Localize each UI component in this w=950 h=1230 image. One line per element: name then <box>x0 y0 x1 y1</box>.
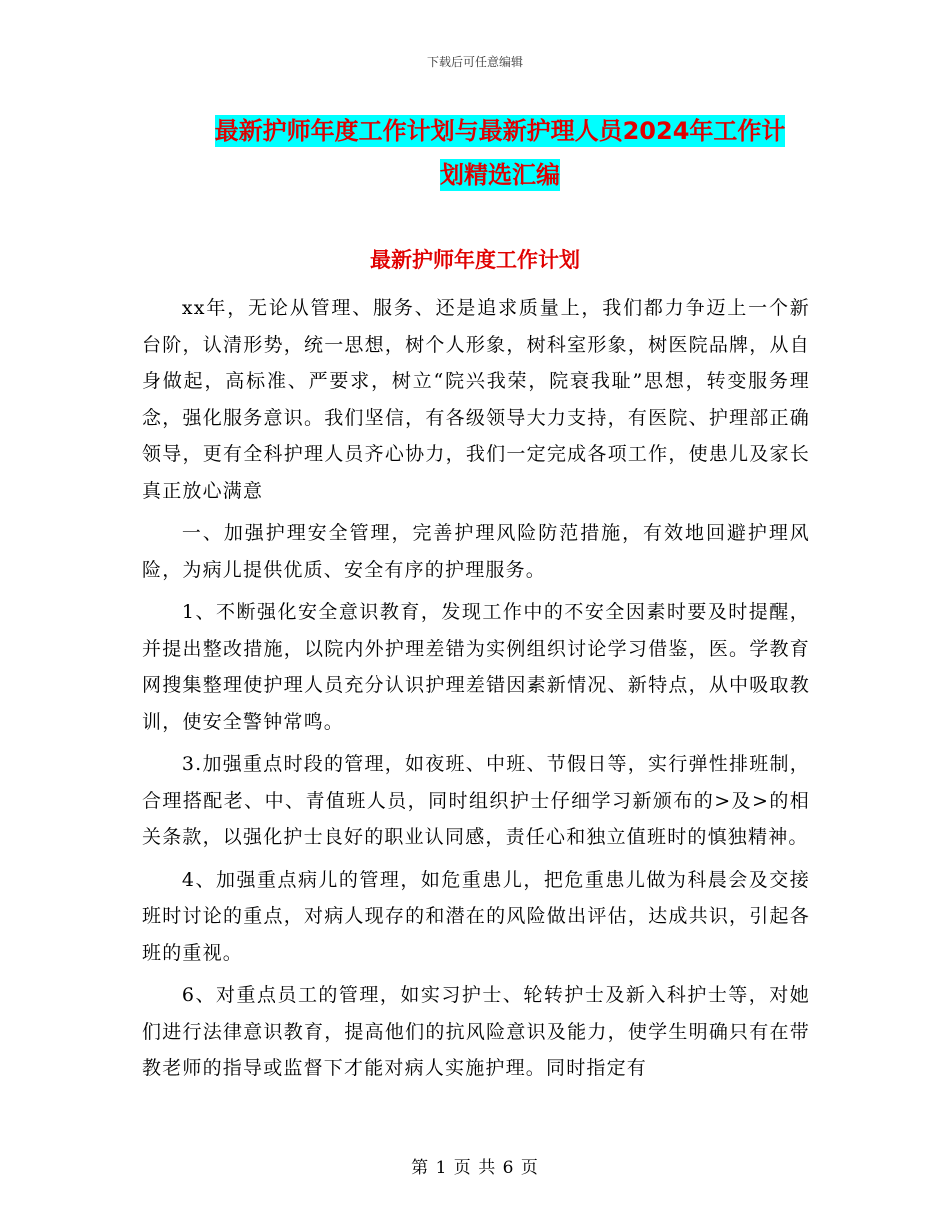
paragraph-item-1: 一、加强护理安全管理，完善护理风险防范措施，有效地回避护理风险，为病儿提供优质、安全有序的护理服务。 <box>142 522 810 581</box>
page-header: 下载后可任意编辑 <box>426 55 523 69</box>
document-title-highlight-2: 划精选汇编 <box>440 161 560 189</box>
paragraph-item-5: 6、对重点员工的管理，如实习护士、轮转护士及新入科护士等，对她们进行法律意识教育，提高他们的抗风险意识及能力，使学生明确只有在带教老师的指导或监督下才能对病人实施护理。同时指定有 <box>142 984 810 1079</box>
page-footer: 第 1 页 共 6 页 <box>411 1158 539 1178</box>
document-title-highlight-1: 最新护师年度工作计划与最新护理人员2024年工作计 <box>214 117 786 145</box>
paragraph-item-2: 1、不断强化安全意识教育，发现工作中的不安全因素时要及时提醒，并提出整改措施，以院内外护理差错为实例组织讨论学习借鉴，医。学教育网搜集整理使护理人员充分认识护理差错因素新情况、新特点，从中吸取教训，使安全警钟常鸣。 <box>142 601 810 733</box>
paragraph-item-4: 4、加强重点病儿的管理，如危重患儿，把危重患儿做为科晨会及交接班时讨论的重点，对病人现存的和潜在的风险做出评估，达成共识，引起各班的重视。 <box>142 868 810 964</box>
document-body <box>142 290 810 1093</box>
paragraph-item-3: 3.加强重点时段的管理，如夜班、中班、节假日等，实行弹性排班制，合理搭配老、中、青值班人员，同时组织护士仔细学习新颁布的>及>的相关条款，以强化护士良好的职业认同感，责任心和独立值班时的慎独精神。 <box>142 753 810 848</box>
section-title: 最新护师年度工作计划 <box>370 248 580 272</box>
paragraph-intro: xx年，无论从管理、服务、还是追求质量上，我们都力争迈上一个新台阶，认清形势，统一思想，树个人形象，树科室形象，树医院品牌，从自身做起，高标准、严要求，树立“院兴我荣，院衰我耻”思想，转变服务理念，强化服务意识。我们坚信，有各级领导大力支持，有医院、护理部正确领导，更有全科护理人员齐心协力，我们一定完成各项工作，使患儿及家长真正放心满意 <box>142 297 810 502</box>
document-title-line-1 <box>145 109 855 153</box>
document-title-line-2 <box>145 153 855 197</box>
